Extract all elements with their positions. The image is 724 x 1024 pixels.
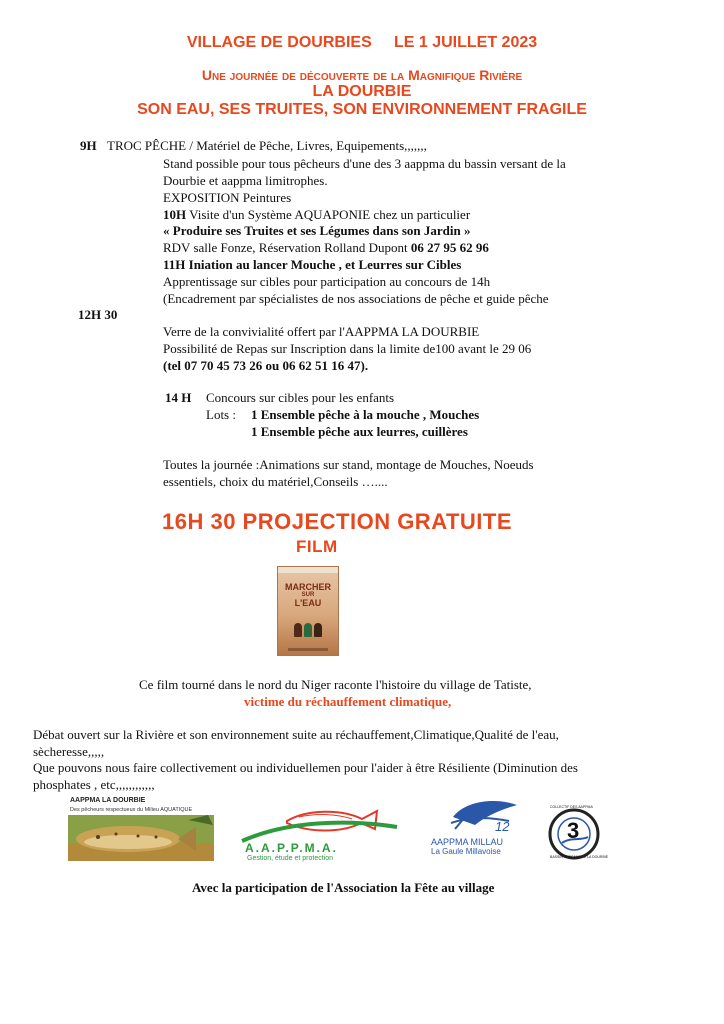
projection-title: 16H 30 PROJECTION GRATUITE	[162, 509, 512, 534]
exposition: EXPOSITION Peintures	[163, 190, 292, 205]
time-9h: 9H	[80, 138, 97, 153]
aappma-subtitle: Gestion, étude et protection	[247, 855, 333, 862]
time-12h30: 12H 30	[78, 307, 118, 322]
poster-title-3: L'EAU	[294, 598, 322, 608]
visite-aquaponie	[163, 207, 470, 223]
debat-line-3: Que pouvons nous faire collectivement ou individuellemen pour l'aider à être Résiliente (Diminution des	[33, 760, 578, 775]
collectif-number: 3	[567, 818, 580, 843]
verre-convivialite: Verre de la convivialité offert par l'AAPPMA LA DOURBIE	[163, 324, 480, 339]
header-line-2: Une journée de découverte de la Magnifique Rivière	[201, 67, 523, 83]
poster-title	[278, 583, 338, 608]
possibilite-repas: Possibilité de Repas sur Inscription dans la limite de100 avant le 29 06	[163, 341, 532, 356]
encadrement: (Encadrement par spécialistes de nos associations de pêche et guide pêche	[163, 291, 549, 306]
header-line-4: SON EAU, SES TRUITES, SON ENVIRONNEMENT FRAGILE	[137, 101, 587, 118]
millau-title: AAPPMA MILLAU	[431, 837, 504, 847]
poster-figure-1	[294, 623, 302, 637]
debat-line-4: phosphates , etc,,,,,,,,,,,,	[33, 777, 155, 792]
lot-1: 1 Ensemble pêche à la mouche , Mouches	[251, 407, 480, 422]
journee-line-2: essentiels, choix du matériel,Conseils …....	[163, 474, 388, 489]
rdv-text: RDV salle Fonze, Réservation Rolland Dupont	[163, 240, 411, 255]
stand-line-1: Stand possible pour tous pêcheurs d'une des 3 aappma du bassin versant de la	[163, 156, 566, 171]
trout-icon	[68, 815, 214, 861]
millau-subtitle: La Gaule Millavoise	[431, 847, 501, 856]
dourbie-title: AAPPMA LA DOURBIE	[70, 797, 146, 804]
poster-title-2: SUR	[301, 592, 315, 598]
poster-figure-2	[304, 623, 312, 637]
aappma-label: A.A.P.P.M.A.	[245, 841, 338, 855]
troc-peche: TROC PÊCHE / Matériel de Pêche, Livres, Equipements,,,,,,,	[107, 138, 427, 153]
rdv-line	[163, 240, 489, 256]
film-desc-line-1: Ce film tourné dans le nord du Niger raconte l'histoire du village de Tatiste,	[139, 677, 532, 692]
telephone-repas: (tel 07 70 45 73 26 ou 06 62 51 16 47).	[163, 358, 369, 373]
debat-line-2: sècheresse,,,,,	[33, 744, 105, 759]
millau-number: 12	[495, 819, 510, 834]
header-line-3: LA DOURBIE	[312, 83, 412, 100]
apprentissage: Apprentissage sur cibles pour participation au concours de 14h	[163, 274, 491, 289]
collectif-top-text: COLLECTIF DES AAPPMA	[550, 805, 593, 809]
logo-aappma-gestion	[237, 807, 401, 863]
fish-swoosh-icon	[237, 807, 401, 843]
poster-title-1: MARCHER	[285, 582, 331, 592]
lots-label: Lots :	[206, 407, 236, 422]
time-14h: 14 H	[165, 390, 192, 405]
poster-figure-3	[314, 623, 322, 637]
stand-line-2: Dourbie et aappma limitrophes.	[163, 173, 328, 188]
poster-credits	[288, 648, 328, 651]
footer-participation: Avec la participation de l'Association la Fête au village	[192, 880, 495, 895]
time-10h: 10H	[163, 207, 187, 222]
film-poster	[277, 566, 339, 656]
logo-aappma-millau	[425, 795, 529, 859]
iniation-mouche: 11H Iniation au lancer Mouche , et Leurres sur Cibles	[163, 257, 462, 272]
debat-line-1: Débat ouvert sur la Rivière et son environnement suite au réchauffement,Climatique,Qualité de l'eau,	[33, 727, 559, 742]
journee-line-1: Toutes la journée :Animations sur stand, montage de Mouches, Noeuds	[163, 457, 534, 472]
produire-truites: « Produire ses Truites et ses Légumes dans son Jardin »	[163, 223, 471, 238]
collectif-bottom-text: BASSIN VERSANT DE LA DOURBIE	[550, 855, 609, 859]
concours-enfants: Concours sur cibles pour les enfants	[206, 390, 395, 405]
logo-collectif-3-aappma	[548, 805, 609, 861]
logo-aappma-la-dourbie	[68, 797, 214, 861]
header-line-1: VILLAGE DE DOURBIES LE 1 JUILLET 2023	[186, 34, 538, 51]
blue-fish-icon	[425, 795, 529, 831]
dourbie-subtitle: Des pêcheurs respectueux du Milieu AQUATIQUE	[70, 807, 193, 813]
poster-band	[278, 567, 338, 573]
rdv-phone: 06 27 95 62 96	[410, 240, 489, 255]
film-desc-line-2: victime du réchauffement climatique,	[244, 694, 452, 709]
visite-text: Visite d'un Système AQUAPONIE chez un particulier	[186, 207, 471, 222]
film-label: FILM	[296, 537, 338, 556]
lot-2: 1 Ensemble pêche aux leurres, cuillères	[251, 424, 468, 439]
